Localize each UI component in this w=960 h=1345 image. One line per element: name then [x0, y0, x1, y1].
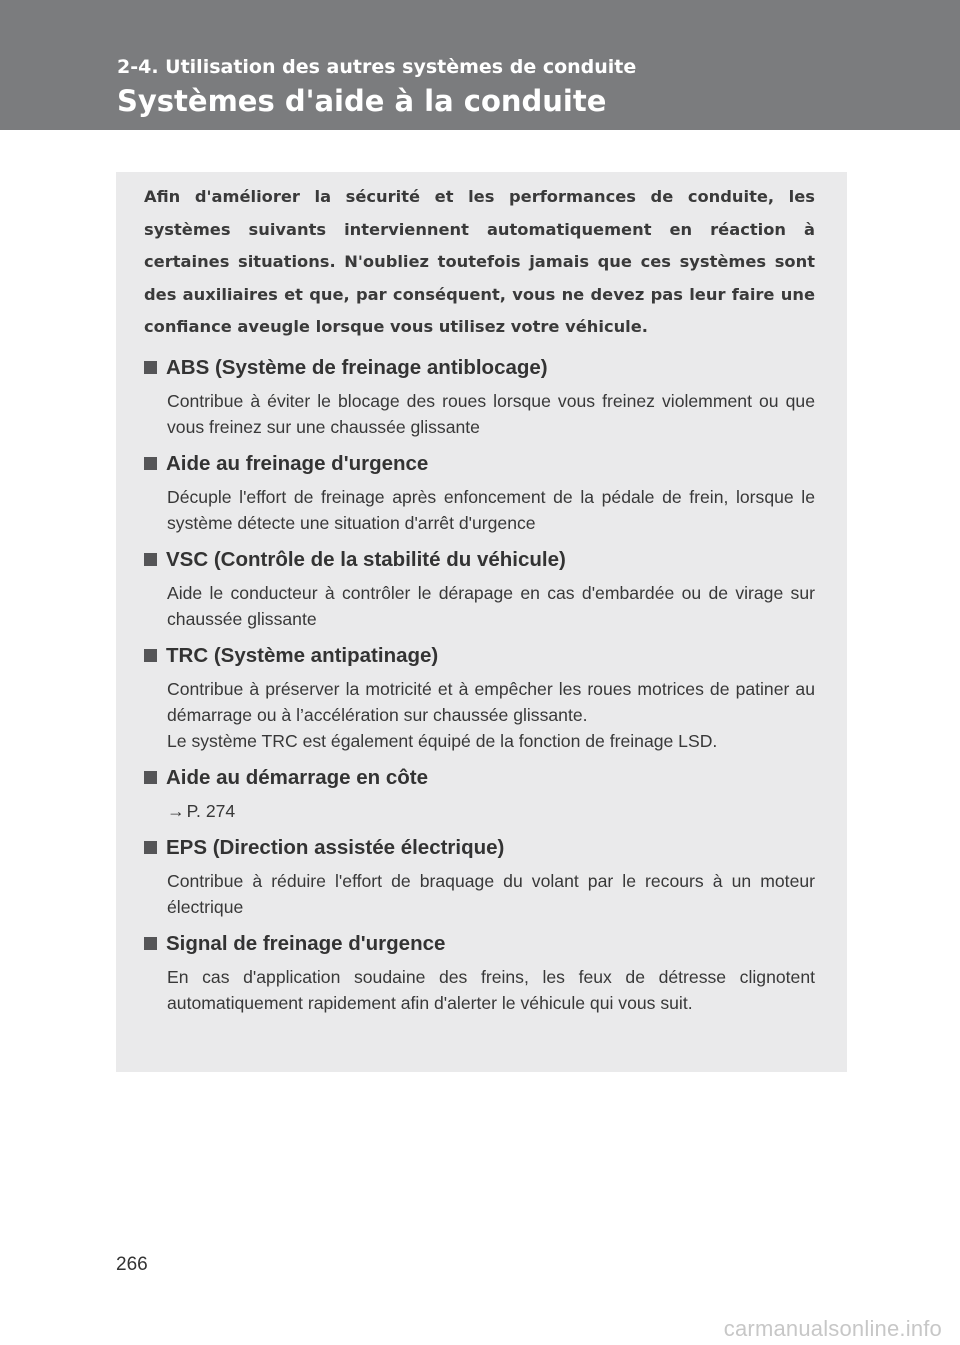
item-text: En cas d'application soudaine des freins, les feux de détresse clignotent automatiquement rapidement afin d'alerter le véhicule qui vous suit.: [167, 966, 815, 1013]
square-bullet-icon: [144, 649, 157, 662]
item-text: Décuple l'effort de freinage après enfoncement de la pédale de frein, lorsque le système détecte une situation d'arrêt d'urgence: [167, 486, 815, 533]
list-item: [144, 642, 815, 754]
square-bullet-icon: [144, 553, 157, 566]
item-text: Contribue à éviter le blocage des roues lorsque vous freinez violemment ou que vous freinez sur une chaussée glissante: [167, 390, 815, 437]
item-body: [167, 964, 815, 1016]
list-item: [144, 546, 815, 632]
square-bullet-icon: [144, 771, 157, 784]
item-heading-text: VSC (Contrôle de la stabilité du véhicule): [166, 547, 566, 571]
list-item: [144, 834, 815, 920]
list-item: [144, 764, 815, 824]
square-bullet-icon: [144, 841, 157, 854]
page-number: 266: [116, 1254, 148, 1275]
item-heading-text: EPS (Direction assistée électrique): [166, 835, 505, 859]
list-item: [144, 354, 815, 440]
item-body: [167, 484, 815, 536]
item-body: [167, 388, 815, 440]
item-heading: [144, 354, 815, 382]
item-heading-text: Signal de freinage d'urgence: [166, 931, 446, 955]
item-body: [167, 676, 815, 754]
intro-paragraph: Afin d'améliorer la sécurité et les performances de conduite, les systèmes suivants interviennent automatiquement en réaction à certaines situations. N'oubliez toutefois jamais que ces systèmes sont des auxiliaires et que, par conséquent, vous ne devez pas leur faire une confiance aveugle lorsque vous utilisez votre véhicule.: [144, 187, 815, 336]
item-text: Aide le conducteur à contrôler le dérapage en cas d'embardée ou de virage sur chaussée glissante: [167, 582, 815, 629]
page-reference-text: P. 274: [186, 800, 236, 821]
watermark: carmanualsonline.info: [723, 1316, 942, 1341]
page-reference[interactable]: [167, 798, 815, 824]
item-heading-text: TRC (Système antipatinage): [166, 643, 439, 667]
list-item: [144, 450, 815, 536]
item-body: [167, 798, 815, 824]
item-heading: [144, 930, 815, 958]
square-bullet-icon: [144, 361, 157, 374]
item-text-secondary: Le système TRC est également équipé de la fonction de freinage LSD.: [167, 730, 718, 751]
item-body: [167, 580, 815, 632]
arrow-right-icon: →: [167, 800, 185, 821]
item-heading: [144, 834, 815, 862]
list-item: [144, 930, 815, 1016]
item-heading: [144, 546, 815, 574]
header-band: [0, 0, 960, 130]
item-heading: [144, 450, 815, 478]
item-heading: [144, 642, 815, 670]
item-body: [167, 868, 815, 920]
item-heading-text: ABS (Système de freinage antiblocage): [166, 355, 548, 379]
item-heading: [144, 764, 815, 792]
square-bullet-icon: [144, 937, 157, 950]
item-heading-text: Aide au démarrage en côte: [166, 765, 429, 789]
square-bullet-icon: [144, 457, 157, 470]
section-label: 2-4. Utilisation des autres systèmes de conduite: [117, 56, 637, 78]
page-title: Systèmes d'aide à la conduite: [117, 84, 607, 118]
item-text: Contribue à réduire l'effort de braquage du volant par le recours à un moteur électrique: [167, 870, 815, 917]
content-box: [116, 172, 847, 1072]
item-text: Contribue à préserver la motricité et à empêcher les roues motrices de patiner au démarrage ou à l’accélération sur chaussée glissante.: [167, 678, 815, 725]
item-heading-text: Aide au freinage d'urgence: [166, 451, 429, 475]
